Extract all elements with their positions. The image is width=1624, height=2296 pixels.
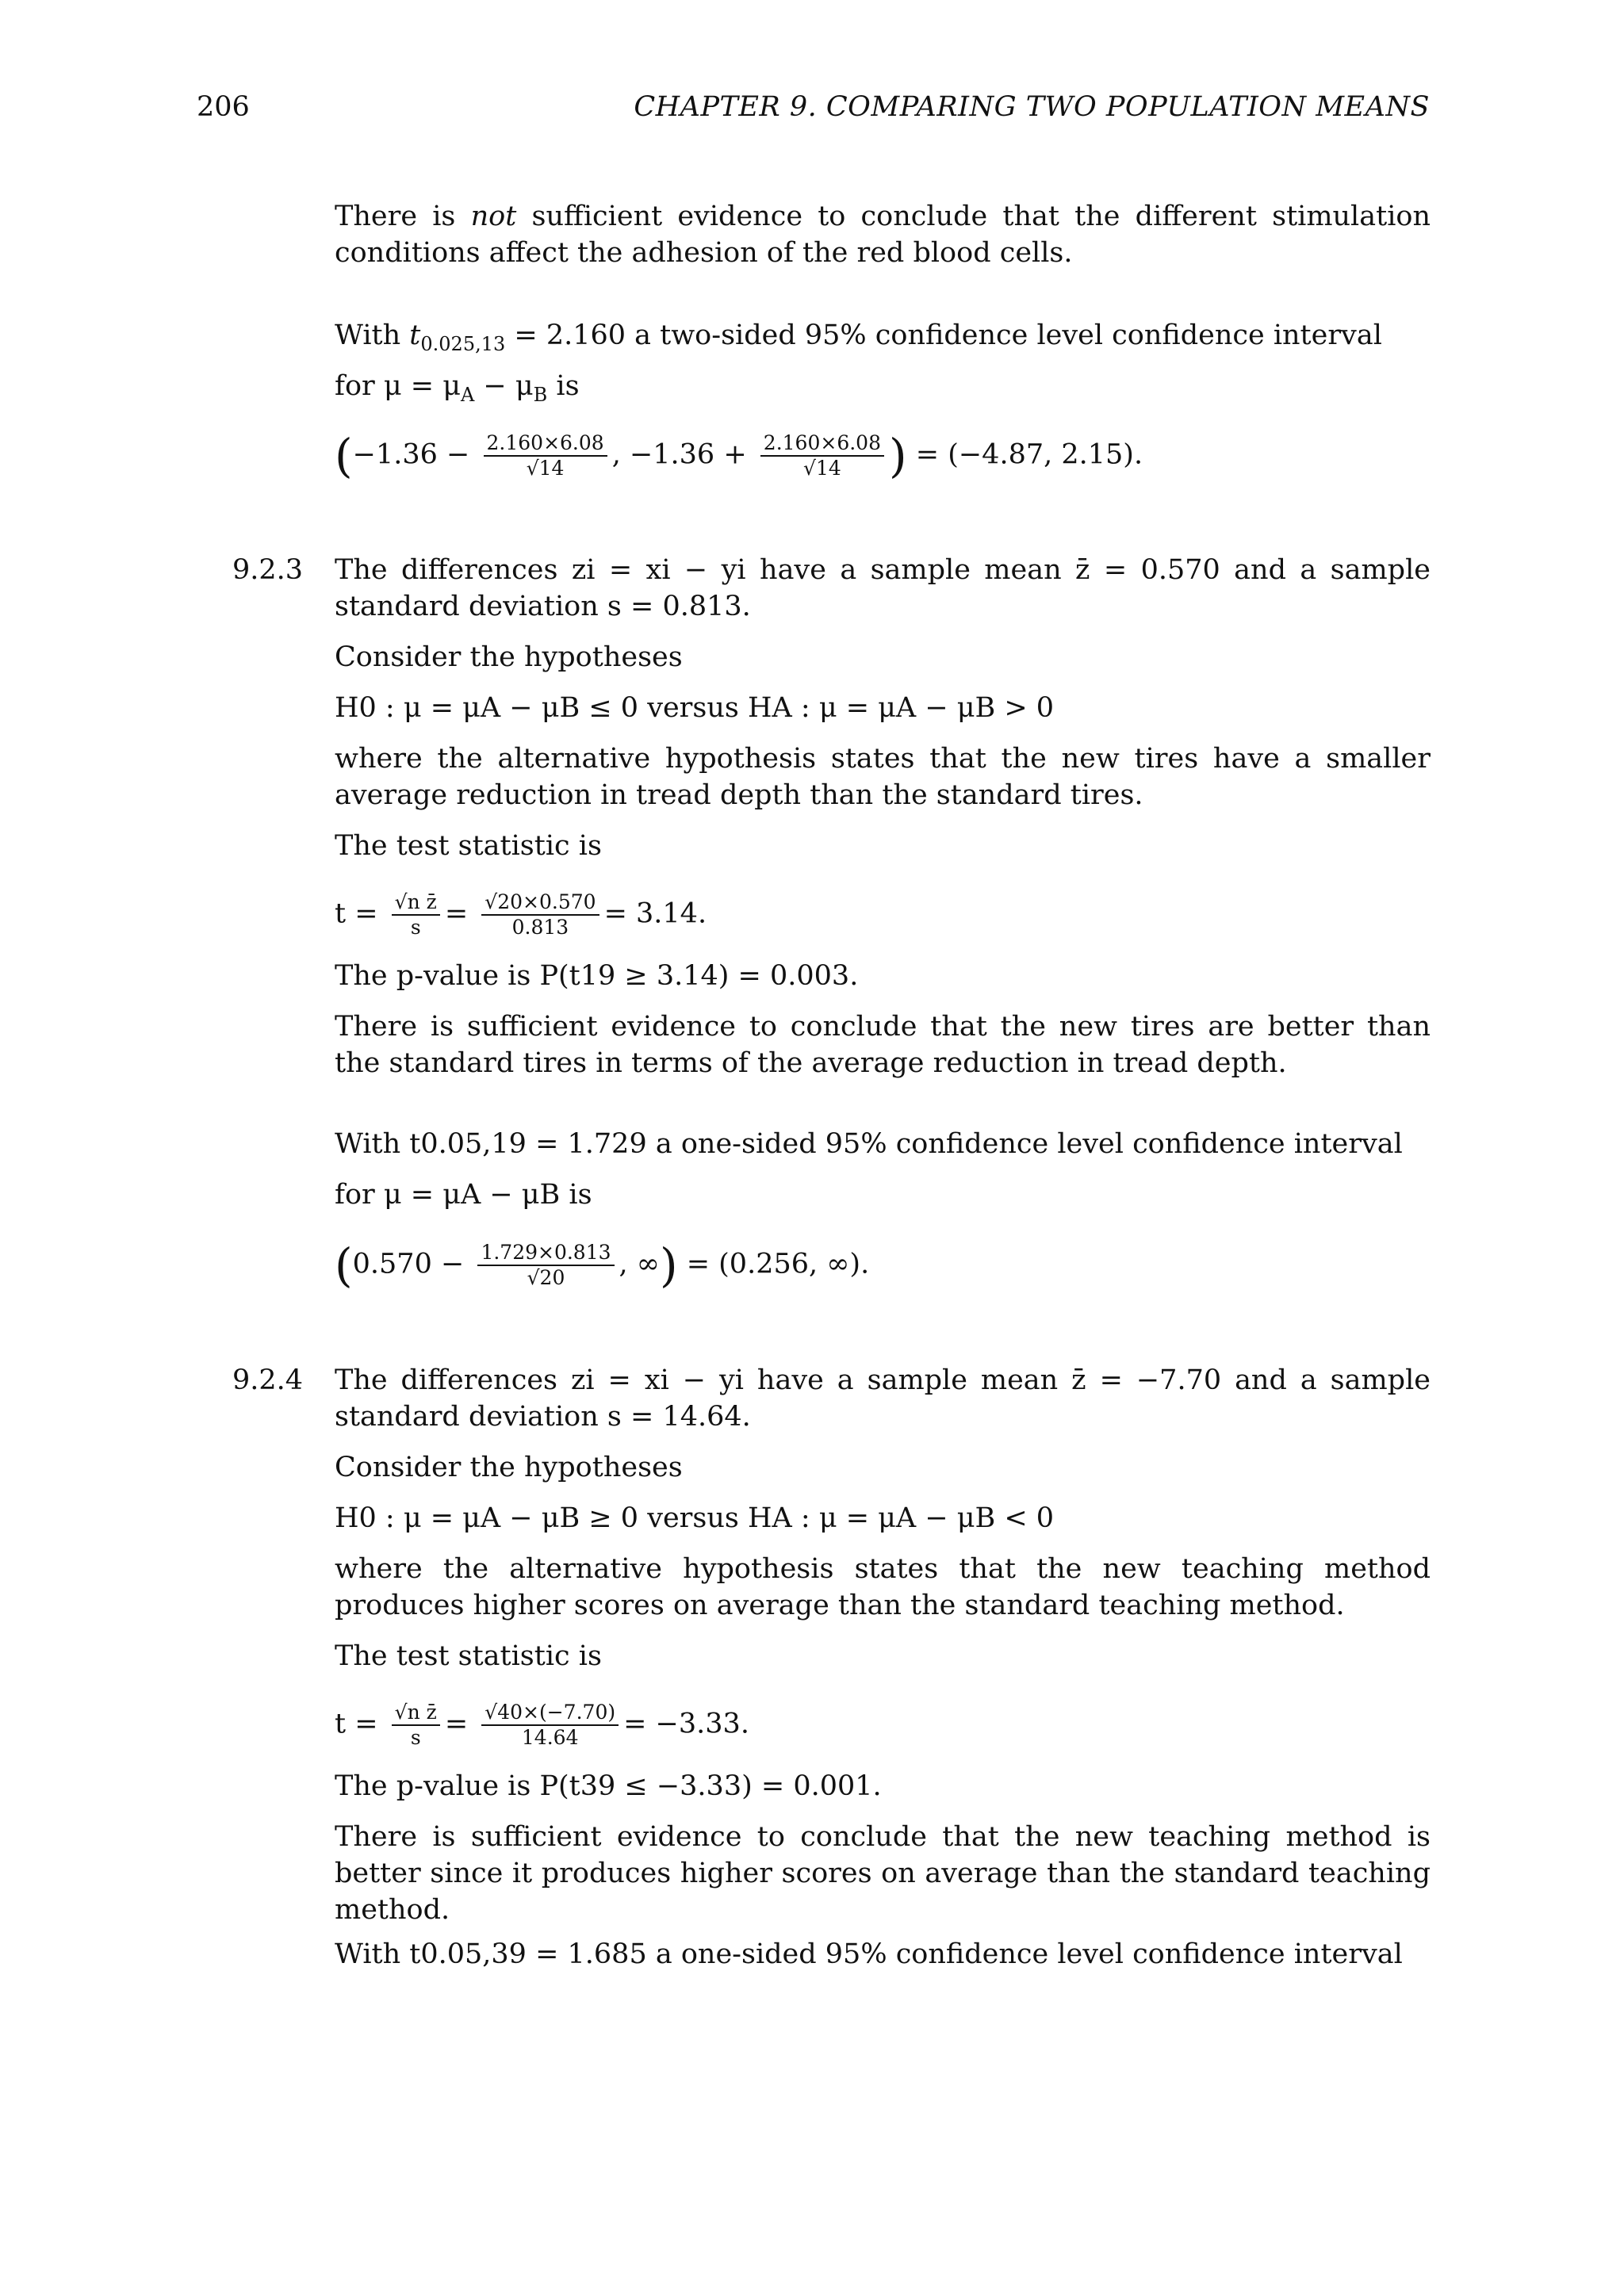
hypotheses-923: H0 : μ = μA − μB ≤ 0 versus HA : μ = μA − μB > 0 — [335, 692, 1055, 724]
stat-formula-924: t = $\frac{\text{√n z̄}}{s}$ = $\frac{√40\times(-7.70)}{14.64}$ = −3.33. — [335, 1701, 749, 1749]
conclusion-924: There is sufficient evidence to conclude that the new teaching method is better since it produces higher scores on average than the standard teaching method. — [335, 1821, 1431, 1926]
stat-intro-923: The test statistic is — [335, 830, 602, 862]
fraction: $\frac{2.160\times 6.08}{√14}$ — [484, 432, 607, 480]
intro-923: The differences zi = xi − yi have a sample mean z̄ = 0.570 and a sample standard deviation s = 0.813. — [335, 554, 1431, 622]
ci-intro-923: With t0.05,19 = 1.729 a one-sided 95% confidence level confidence interval — [335, 1128, 1403, 1160]
ci-formula-922: (−1.36 − $\frac{2.160\times 6.08}{√14}$ , −1.36 + $\frac{2.160\times 6.08}{√14}$ ) = (−4.87, 2.15). — [335, 429, 1143, 483]
fraction: $\frac{\text{√n z̄}}{s}$ — [392, 891, 440, 939]
fraction: $\frac{1.729\times 0.813}{√20}$ — [477, 1242, 614, 1289]
page-number: 206 — [197, 91, 250, 123]
fraction: $\frac{√40\times(-7.70)}{14.64}$ — [481, 1701, 619, 1749]
alternative-924: where the alternative hypothesis states that the new teaching method produces higher scores on average than the standard teaching method. — [335, 1553, 1431, 1621]
intro-924: The differences zi = xi − yi have a sample mean z̄ = −7.70 and a sample standard deviation s = 14.64. — [335, 1364, 1431, 1433]
pvalue-924: The p-value is P(t39 ≤ −3.33) = 0.001. — [335, 1770, 882, 1802]
fraction: $\frac{√20\times 0.570}{0.813}$ — [481, 891, 599, 939]
problem-label-923: 9.2.3 — [232, 554, 304, 586]
pvalue-923: The p-value is P(t19 ≥ 3.14) = 0.003. — [335, 960, 859, 992]
stat-formula-923: t = $\frac{\text{√n z̄}}{s}$ = $\frac{√20\times 0.570}{0.813}$ = 3.14. — [335, 890, 707, 939]
ci-formula-923: (0.570 − $\frac{1.729\times 0.813}{√20}$ , ∞) = (0.256, ∞). — [335, 1238, 870, 1292]
conclusion-922: There is not sufficient evidence to conclude that the different stimulation conditions affect the adhesion of the red blood cells. — [335, 201, 1431, 269]
problem-label-924: 9.2.4 — [232, 1364, 304, 1396]
ci-intro-924: With t0.05,39 = 1.685 a one-sided 95% confidence level confidence interval — [335, 1938, 1403, 1970]
hypotheses-924: H0 : μ = μA − μB ≥ 0 versus HA : μ = μA − μB < 0 — [335, 1502, 1055, 1534]
alternative-923: where the alternative hypothesis states that the new tires have a smaller average reduction in tread depth than the standard tires. — [335, 743, 1431, 811]
stat-intro-924: The test statistic is — [335, 1640, 602, 1672]
consider-924: Consider the hypotheses — [335, 1452, 683, 1483]
fraction: $\frac{2.160\times 6.08}{√14}$ — [760, 432, 884, 480]
ci-for-923: for μ = μA − μB is — [335, 1179, 592, 1211]
running-head: CHAPTER 9. COMPARING TWO POPULATION MEANS — [634, 91, 1430, 123]
consider-923: Consider the hypotheses — [335, 641, 683, 673]
conclusion-923: There is sufficient evidence to conclude that the new tires are better than the standard tires in terms of the average reduction in tread depth. — [335, 1011, 1431, 1079]
ci-intro-922: With $t_{0.025,13} = 2.160$ a two-sided 95% confidence level confidence interval — [335, 320, 1382, 355]
ci-for-922: for $\mu = \mu_A - \mu_B$ is — [335, 370, 580, 406]
fraction: $\frac{\text{√n z̄}}{s}$ — [392, 1701, 440, 1749]
